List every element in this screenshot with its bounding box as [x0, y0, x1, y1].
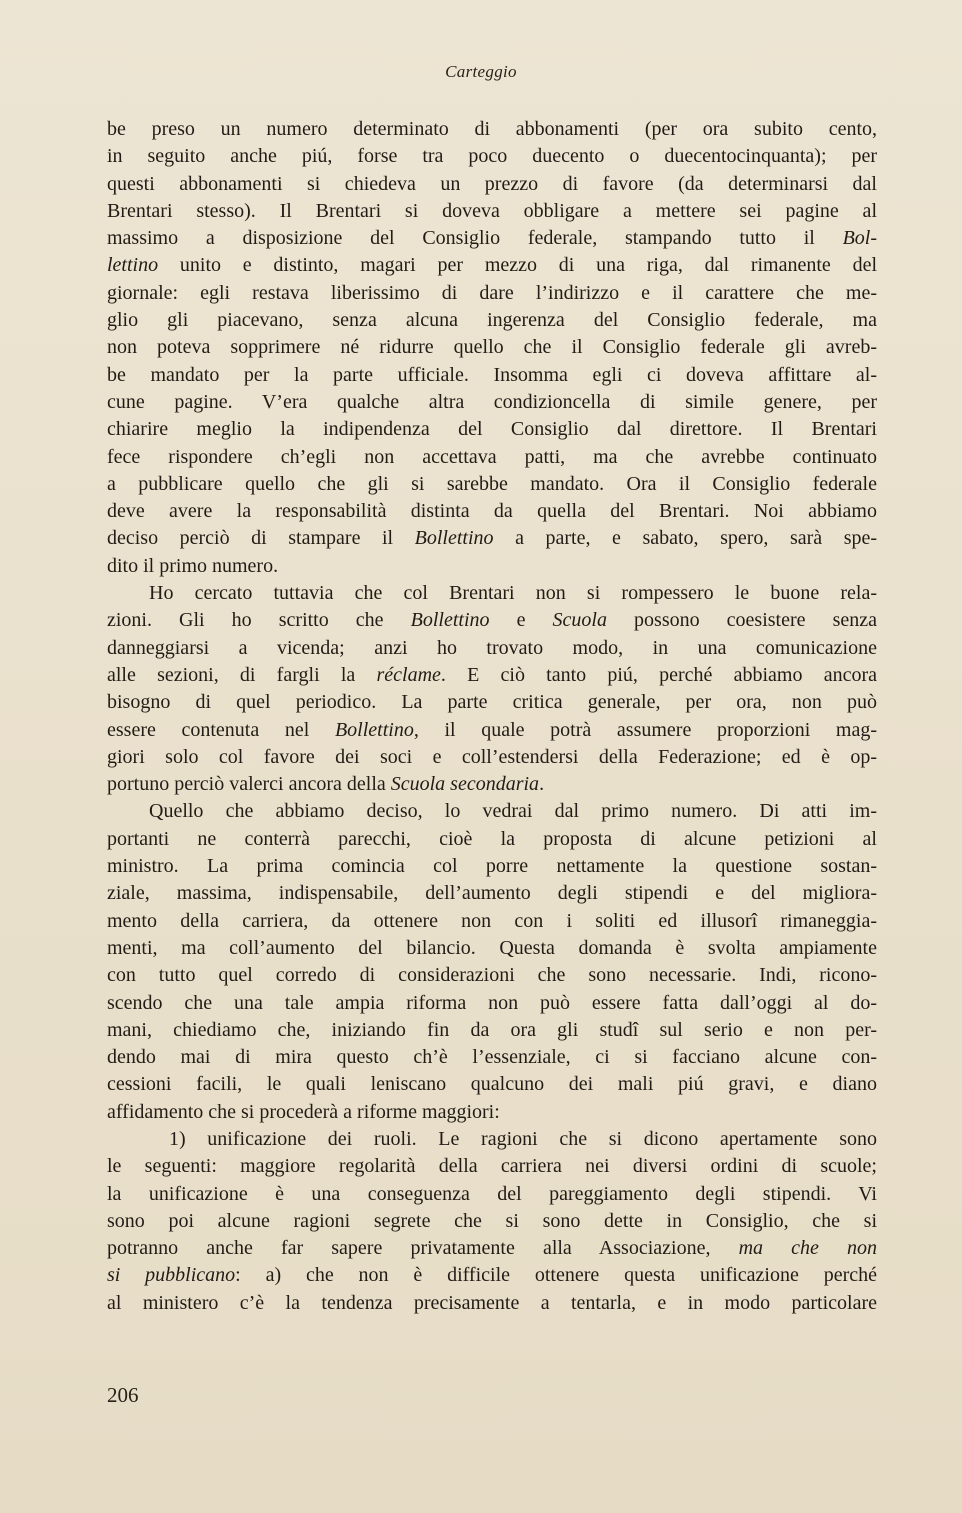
text-line: deve avere la responsabilità distinta da quella del Brentari. Noi abbiamo	[107, 500, 877, 523]
text-line: questi abbonamenti si chiedeva un prezzo di favore (da determinarsi dal	[107, 172, 877, 195]
text-line: be mandato per la parte ufficiale. Insomma egli ci doveva affittare al-	[107, 363, 877, 386]
text-line: al ministero c’è la tendenza precisamente a tentarla, e in modo particolare	[107, 1291, 877, 1314]
text-line: menti, ma coll’aumento del bilancio. Questa domanda è svolta ampiamente	[107, 936, 877, 959]
text-line: danneggiarsi a vicenda; anzi ho trovato modo, in una comunicazione	[107, 636, 877, 659]
text-line: lettino unito e distinto, magari per mezzo di una riga, dal rimanente del	[107, 254, 877, 277]
text-line: mani, chiediamo che, iniziando fin da ora gli studî sul serio e non per-	[107, 1018, 877, 1041]
text-line: giornale: egli restava liberissimo di dare l’indirizzo e il carattere che me-	[107, 281, 877, 304]
text-line: zioni. Gli ho scritto che Bollettino e Scuola possono coesistere senza	[107, 609, 877, 632]
text-line: glio gli piacevano, senza alcuna ingerenza del Consiglio federale, ma	[107, 309, 877, 332]
text-line: scendo che una tale ampia riforma non può essere fatta dall’oggi al do-	[107, 991, 877, 1014]
body-text	[107, 116, 877, 1317]
text-line: la unificazione è una conseguenza del pareggiamento degli stipendi. Vi	[107, 1182, 877, 1205]
text-line: chiarire meglio la indipendenza del Consiglio dal direttore. Il Brentari	[107, 418, 877, 441]
text-line: bisogno di quel periodico. La parte critica generale, per ora, non può	[107, 691, 877, 714]
text-line: potranno anche far sapere privatamente alla Associazione, ma che non	[107, 1237, 877, 1260]
text-line: mento della carriera, da ottenere non con i soliti ed illusorî rimaneggia-	[107, 909, 877, 932]
text-line: affidamento che si procederà a riforme maggiori:	[107, 1100, 500, 1123]
text-line: ministro. La prima comincia col porre nettamente la questione sostan-	[107, 855, 877, 878]
text-line: Ho cercato tuttavia che col Brentari non si rompessero le buone rela-	[149, 582, 877, 605]
text-line: portuno perciò valerci ancora della Scuola secondaria.	[107, 773, 545, 796]
text-line: in seguito anche piú, forse tra poco duecento o duecentocinquanta); per	[107, 145, 877, 168]
text-line: sono poi alcune ragioni segrete che si sono dette in Consiglio, che si	[107, 1209, 877, 1232]
text-line: ziale, massima, indispensabile, dell’aumento degli stipendi e del migliora-	[107, 882, 877, 905]
text-line: non poteva sopprimere né ridurre quello che il Consiglio federale gli avreb-	[107, 336, 877, 359]
text-line: dito il primo numero.	[107, 554, 279, 577]
page-number: 206	[107, 1383, 139, 1407]
text-line: alle sezioni, di fargli la réclame. E ciò tanto piú, perché abbiamo ancora	[107, 663, 877, 686]
text-line: Brentari stesso). Il Brentari si doveva obbligare a mettere sei pagine al	[107, 199, 877, 222]
text-line: Quello che abbiamo deciso, lo vedrai dal primo numero. Di atti im-	[149, 800, 877, 823]
text-line: cessioni facili, le quali leniscano qualcuno dei mali piú gravi, e diano	[107, 1073, 877, 1096]
text-line: essere contenuta nel Bollettino, il quale potrà assumere proporzioni mag-	[107, 718, 877, 741]
text-line: dendo mai di mira questo ch’è l’essenziale, ci si facciano alcune con-	[107, 1046, 877, 1069]
running-header: Carteggio	[445, 62, 517, 81]
text-line: portanti ne conterrà parecchi, cioè la proposta di alcune petizioni al	[107, 827, 877, 850]
text-line: deciso perciò di stampare il Bollettino a parte, e sabato, spero, sarà spe-	[107, 527, 877, 550]
text-line: massimo a disposizione del Consiglio federale, stampando tutto il Bol-	[107, 227, 877, 250]
text-line: a pubblicare quello che gli si sarebbe mandato. Ora il Consiglio federale	[107, 472, 877, 495]
text-line: con tutto quel corredo di considerazioni che sono necessarie. Indi, ricono-	[107, 964, 877, 987]
text-line: giori solo col favore dei soci e coll’estendersi della Federazione; ed è op-	[107, 745, 877, 768]
text-line: cune pagine. V’era qualche altra condizioncella di simile genere, per	[107, 390, 877, 413]
text-line: le seguenti: maggiore regolarità della carriera nei diversi ordini di scuole;	[107, 1155, 877, 1178]
text-line: si pubblicano: a) che non è difficile ottenere questa unificazione perché	[107, 1264, 877, 1287]
text-line: be preso un numero determinato di abbonamenti (per ora subito cento,	[107, 118, 877, 140]
text-line: fece rispondere ch’egli non accettava patti, ma che avrebbe continuato	[107, 445, 877, 468]
text-line: 1) unificazione dei ruoli. Le ragioni che si dicono apertamente sono	[169, 1127, 877, 1150]
